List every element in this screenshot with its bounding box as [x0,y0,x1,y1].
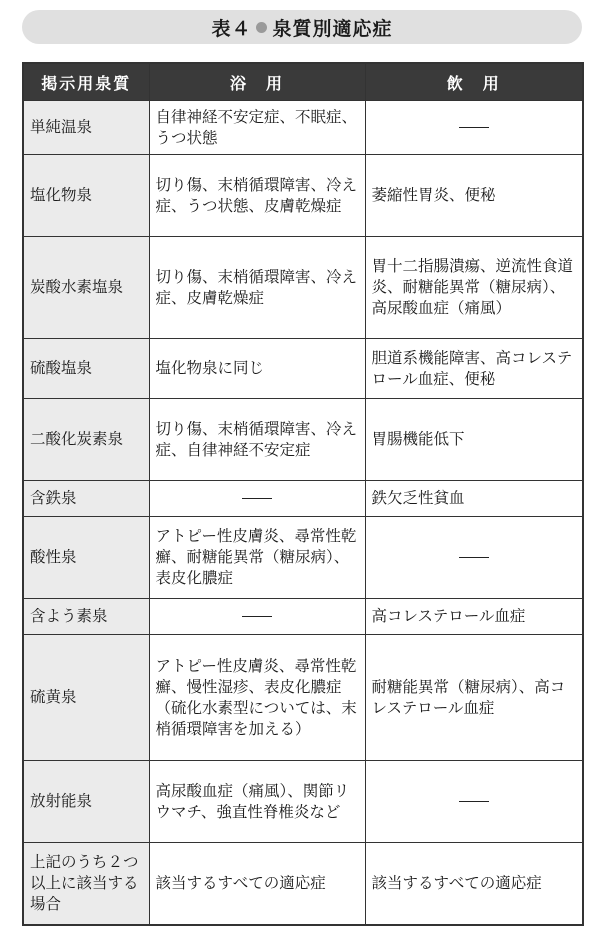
bullet-dot-icon [256,22,267,33]
drink-indication-cell: 萎縮性胃炎、便秘 [365,155,583,237]
drink-indication-cell [365,517,583,599]
table-row [23,761,583,843]
table-row [23,635,583,761]
drink-indication-cell: 高コレステロール血症 [365,599,583,635]
drink-indication-cell [365,101,583,155]
table-row [23,237,583,339]
table-row [23,843,583,925]
not-applicable-dash [459,557,489,558]
header-drink-use: 飲 用 [365,63,583,101]
spring-type-cell: 放射能泉 [23,761,149,843]
spring-type-cell: 塩化物泉 [23,155,149,237]
not-applicable-dash [242,616,272,617]
drink-indication-cell: 胆道系機能障害、高コレステロール血症、便秘 [365,339,583,399]
spring-type-cell: 硫黄泉 [23,635,149,761]
spring-type-cell: 酸性泉 [23,517,149,599]
bath-indication-cell: 該当するすべての適応症 [149,843,365,925]
spring-type-cell: 含よう素泉 [23,599,149,635]
bath-indication-cell: 切り傷、末梢循環障害、冷え症、皮膚乾燥症 [149,237,365,339]
spring-type-cell: 単純温泉 [23,101,149,155]
header-bath-use: 浴 用 [149,63,365,101]
bath-indication-cell: 自律神経不安定症、不眠症、うつ状態 [149,101,365,155]
not-applicable-dash [459,801,489,802]
table-row [23,101,583,155]
table-number: 表４ [211,17,252,40]
drink-indication-cell: 胃十二指腸潰瘍、逆流性食道炎、耐糖能異常（糖尿病）、高尿酸血症（痛風） [365,237,583,339]
header-spring-type: 掲示用泉質 [23,63,149,101]
table-row [23,155,583,237]
drink-indication-cell [365,761,583,843]
drink-indication-cell: 鉄欠乏性貧血 [365,481,583,517]
spring-type-cell: 二酸化炭素泉 [23,399,149,481]
not-applicable-dash [459,127,489,128]
table-row [23,517,583,599]
spring-type-cell: 含鉄泉 [23,481,149,517]
bath-indication-cell: アトピー性皮膚炎、尋常性乾癬、耐糖能異常（糖尿病）、表皮化膿症 [149,517,365,599]
bath-indication-cell [149,481,365,517]
bath-indication-cell [149,599,365,635]
spring-type-cell: 上記のうち２つ以上に該当する場合 [23,843,149,925]
drink-indication-cell: 該当するすべての適応症 [365,843,583,925]
spring-type-cell: 硫酸塩泉 [23,339,149,399]
bath-indication-cell: 塩化物泉に同じ [149,339,365,399]
table-title [22,10,582,44]
table-row [23,339,583,399]
bath-indication-cell: 切り傷、末梢循環障害、冷え症、自律神経不安定症 [149,399,365,481]
drink-indication-cell: 耐糖能異常（糖尿病）、高コレステロール血症 [365,635,583,761]
indications-table [22,62,584,926]
bath-indication-cell: 切り傷、末梢循環障害、冷え症、うつ状態、皮膚乾燥症 [149,155,365,237]
table-row [23,599,583,635]
header-row [23,63,583,101]
bath-indication-cell: 高尿酸血症（痛風）、関節リウマチ、強直性脊椎炎など [149,761,365,843]
bath-indication-cell: アトピー性皮膚炎、尋常性乾癬、慢性湿疹、表皮化膿症（硫化水素型については、末梢循環障害を加える） [149,635,365,761]
spring-type-cell: 炭酸水素塩泉 [23,237,149,339]
table-title-text: 泉質別適応症 [272,17,393,40]
drink-indication-cell: 胃腸機能低下 [365,399,583,481]
table-row [23,481,583,517]
table-row [23,399,583,481]
not-applicable-dash [242,498,272,499]
